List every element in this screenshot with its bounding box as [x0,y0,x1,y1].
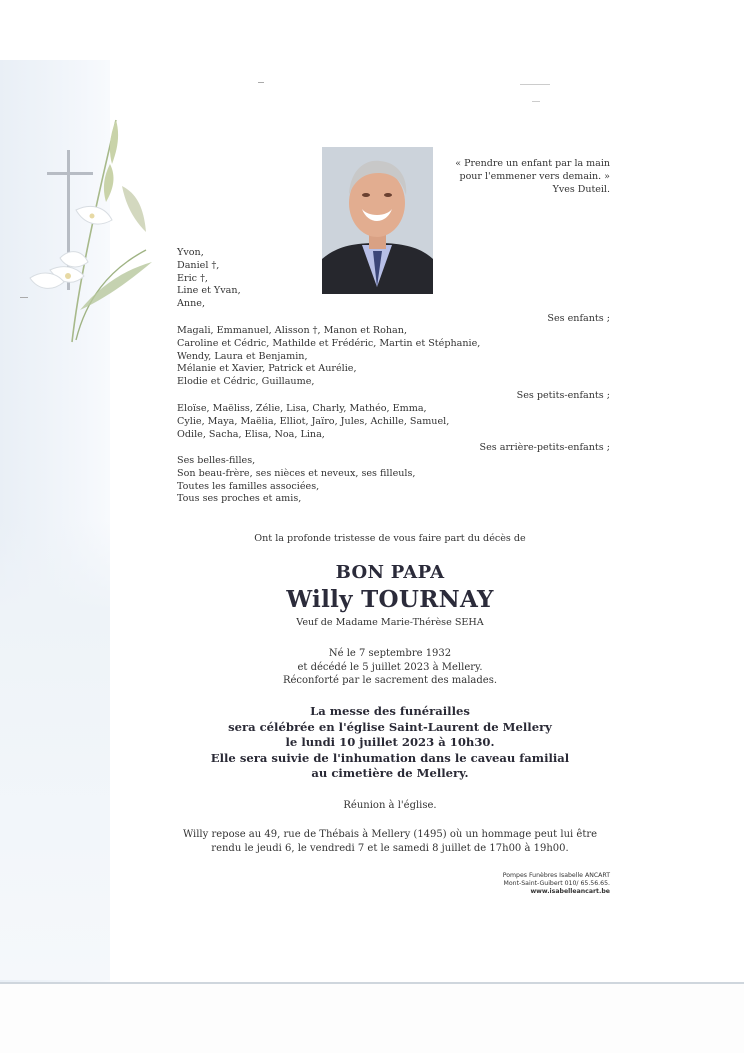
family-name-line: Elodie et Cédric, Guillaume, [177,376,315,388]
portrait-image [322,147,433,294]
portrait-photo [322,147,433,294]
quote-block [440,157,610,196]
family-name-line: Son beau-frère, ses nièces et neveux, ses filleuls, [177,467,416,479]
funeral-home-address: Mont-Saint-Guibert 010/ 65.56.65. [503,880,610,887]
quote-line: « Prendre un enfant par la main [455,158,610,169]
funeral-home-block [503,872,610,896]
quote-line: pour l'emmener vers demain. » [459,171,610,182]
death-line: et décédé le 5 juillet 2023 à Mellery. [297,661,483,673]
quote-author: Yves Duteil. [552,184,610,195]
family-name-line: Daniel †, [177,259,220,271]
family-name-line: Cylie, Maya, Maëlia, Elliot, Jaïro, Jules, Achille, Samuel, [177,415,450,427]
repose-block [110,828,670,856]
family-name-line: Eric †, [177,272,208,284]
funeral-home-website: www.isabelleancart.be [530,888,610,895]
family-group-grandchildren [177,325,480,389]
mass-line: La messe des funérailles [310,704,470,718]
repose-line: Willy repose au 49, rue de Thébais à Mellery (1495) où un hommage peut lui être [182,829,598,840]
side-panel-lower [0,520,110,980]
repose-line: rendu le jeudi 6, le vendredi 7 et le samedi 8 juillet de 17h00 à 19h00. [211,843,569,854]
deceased-name: Willy TOURNAY [286,586,494,613]
funeral-home-name: Pompes Funèbres Isabelle ANCART [502,872,610,879]
widow-line: Veuf de Madame Marie-Thérèse SEHA [296,617,484,628]
reunion-line: Réunion à l'église. [343,800,437,811]
family-group-children [177,247,241,311]
scan-speck [258,82,264,83]
family-name-line: Ses belles-filles, [177,455,256,466]
comfort-line: Réconforté par le sacrement des malades. [282,675,498,686]
family-name-line: Caroline et Cédric, Mathilde et Frédéric, Martin et Stéphanie, [177,337,481,349]
mass-line: sera célébrée en l'église Saint-Laurent de Mellery [228,719,552,734]
family-name-line: Anne, [177,298,206,310]
family-name-line: Wendy, Laura et Benjamin, [177,350,308,362]
birth-line: Né le 7 septembre 1932 [328,648,452,659]
family-name-line: Mélanie et Xavier, Patrick et Aurélie, [177,363,357,375]
deceased-title: BON PAPA [335,562,445,583]
scan-speck [532,101,540,102]
announcement-intro: Ont la profonde tristesse de vous faire part du décès de [254,533,526,544]
scan-speck [520,84,550,85]
role-great-grandchildren: Ses arrière-petits-enfants ; [479,442,610,453]
family-group-others [177,455,415,506]
mass-line: au cimetière de Mellery. [311,766,469,780]
family-name-line: Odile, Sacha, Elisa, Noa, Lina, [177,428,325,440]
family-name-line: Eloïse, Maëliss, Zélie, Lisa, Charly, Mathéo, Emma, [177,403,427,414]
family-name-line: Magali, Emmanuel, Alisson †, Manon et Rohan, [177,325,408,336]
family-name-line: Toutes les familles associées, [177,480,320,492]
cross-lily-icon [20,110,160,350]
family-group-great-grandchildren [177,403,449,441]
mass-line: Elle sera suivie de l'inhumation dans le caveau familial [210,750,570,765]
mass-line: le lundi 10 juillet 2023 à 10h30. [285,735,495,749]
family-name-line: Yvon, [177,247,204,258]
role-children: Ses enfants ; [547,313,610,324]
family-name-line: Tous ses proches et amis, [177,493,302,505]
funeral-mass-block [110,704,670,782]
dates-block [110,647,670,688]
family-name-line: Line et Yvan, [177,285,241,297]
role-grandchildren: Ses petits-enfants ; [516,390,610,401]
scan-bottom-margin [0,984,744,1053]
